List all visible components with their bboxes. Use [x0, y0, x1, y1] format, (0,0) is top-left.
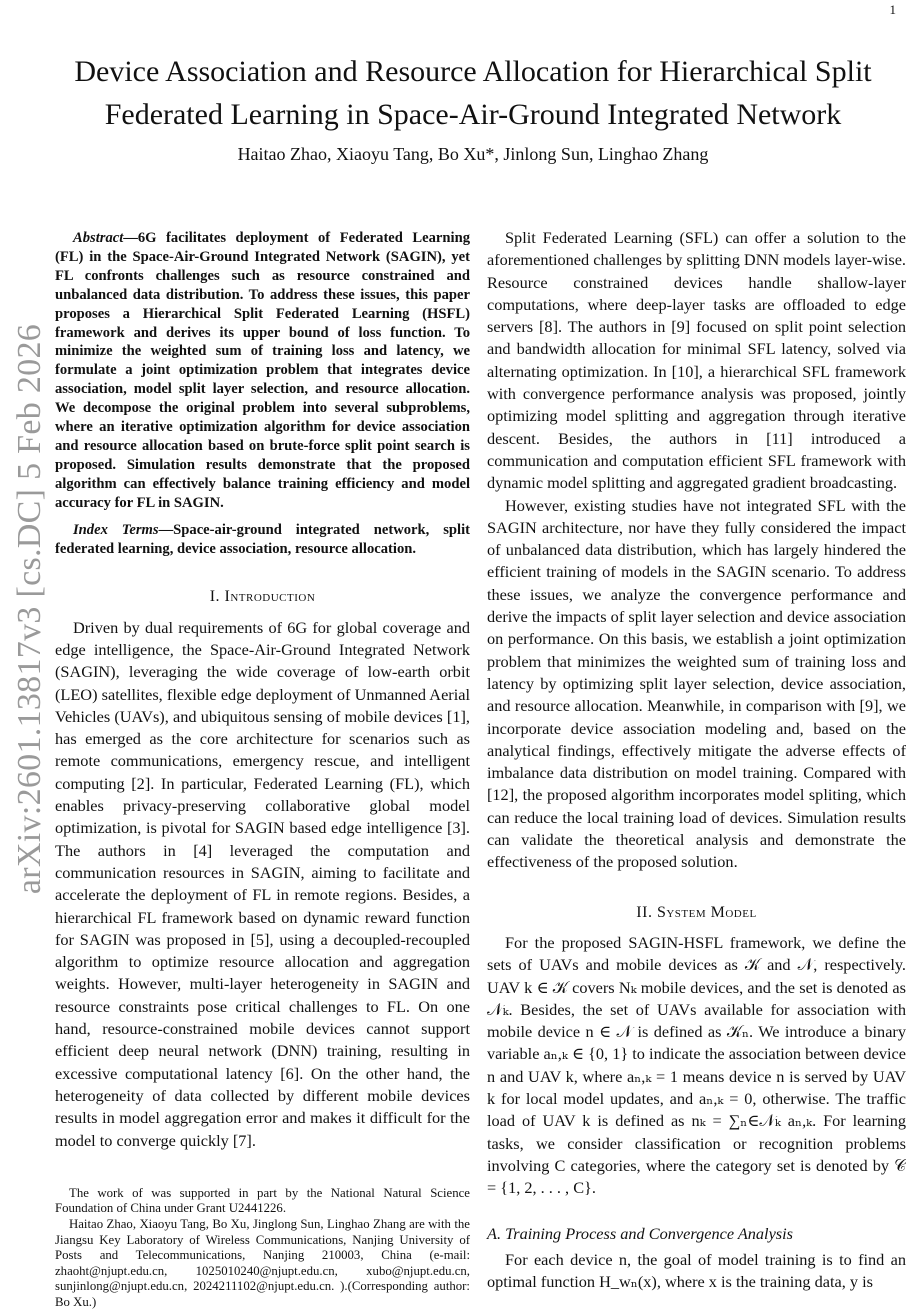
section-heading-introduction: I. Introduction: [209, 588, 316, 606]
index-terms: [55, 521, 470, 559]
footnote-affiliation: Haitao Zhao, Xiaoyu Tang, Bo Xu, Jinglong Sun, Linghao Zhang are with the Jiangsu Key Laboratory of Wireless Communications, Nanjing University of Posts and Telecommunications, Nanjing 210003, China (e-mail: zhaoht@njupt.edu.cn, 1025010240@njupt.edu.cn, xubo@njupt.edu.cn, sunjinlong@njupt.edu.cn, 2024211102@njupt.edu.cn. ).(Corresponding author: Bo Xu.): [55, 1217, 470, 1309]
title-line-1: Device Association and Resource Allocation for Hierarchical Split: [74, 55, 872, 88]
index-terms-label: Index Terms: [73, 521, 159, 538]
intro-paragraph-2: Split Federated Learning (SFL) can offer a solution to the aforementioned challenges by splitting DNN models layer-wise. Resource constrained devices handle shallow-layer computations, where deep-layer tasks are offloaded to edge servers [8]. The authors in [9] focused on split point selection and bandwidth allocation for minimal SFL latency, solved via alternating optimization. In [10], a hierarchical SFL framework with convergence performance analysis was proposed, jointly optimizing model splitting and aggregation through iterative descent. Besides, the authors in [11] introduced a communication and computation efficient SFL framework with dynamic model splitting and aggregated gradient broadcasting.: [487, 228, 906, 493]
page-number: 1: [889, 2, 896, 17]
section-heading-system-model: II. System Model: [636, 903, 757, 921]
author-list: Haitao Zhao, Xiaoyu Tang, Bo Xu*, Jinlong Sun, Linghao Zhang: [237, 144, 709, 164]
paper-title: [40, 50, 906, 136]
intro-paragraph-3: However, existing studies have not integrated SFL with the SAGIN architecture, nor have they fully considered the impact of unbalanced data distribution, which has largely hindered the efficient training of models in the SAGIN scenario. To address these issues, we analyze the convergence performance and derive the impacts of split layer selection and device association on performance. On this basis, we establish a joint optimization problem that minimizes the weighted sum of training loss and latency by optimizing split layer selection, device association, and resource allocation. Meanwhile, in comparison with [9], we incorporate device association modeling and, based on the analytical findings, effectively mitigate the adverse effects of imbalance data distribution on model training. Compared with [12], the proposed algorithm incorporates model spliting, which can reduce the local training load of devices. Simulation results can validate the theoretical analysis and demonstrate the effectiveness of the proposed solution.: [487, 495, 906, 872]
subsection-heading-training: A. Training Process and Convergence Analysis: [487, 1224, 793, 1244]
training-paragraph: For each device n, the goal of model training is to find an optimal function H_wₙ(x), where x is the training data, y is: [487, 1249, 906, 1292]
footnote-funding: The work of was supported in part by the National Natural Science Foundation of China under Grant U2441226.: [55, 1185, 470, 1216]
arxiv-watermark: arXiv:2601.13817v3 [cs.DC] 5 Feb 2026: [11, 323, 48, 895]
abstract-label: Abstract: [73, 230, 124, 246]
system-model-paragraph: For the proposed SAGIN-HSFL framework, we define the sets of UAVs and mobile devices as 𝒦 and 𝒩, respectively. UAV k ∈ 𝒦 covers Nₖ mobile devices, and the set is denoted as 𝒩ₖ. Besides, the set of UAVs available for association with mobile device n ∈ 𝒩 is defined as 𝒦ₙ. We introduce a binary variable aₙ,ₖ ∈ {0, 1} to indicate the association between device n and UAV k, where aₙ,ₖ = 1 means device n is served by UAV k for local model updates, and aₙ,ₖ = 0, otherwise. The traffic load of UAV k is defined as nₖ = ∑ₙ∈𝒩ₖ aₙ,ₖ. For learning tasks, we consider classification or recognition problems involving C categories, where the category set is denoted by 𝒞 = {1, 2, . . . , C}.: [487, 932, 906, 1198]
title-line-2: Federated Learning in Space-Air-Ground Integrated Network: [104, 98, 842, 131]
index-terms-text: —Space-air-ground integrated network, split federated learning, device association, resource allocation.: [55, 521, 470, 557]
intro-paragraph-1: Driven by dual requirements of 6G for global coverage and edge intelligence, the Space-Air-Ground Integrated Network (SAGIN), leveraging the wide coverage of low-earth orbit (LEO) satellites, flexible edge deployment of Unmanned Aerial Vehicles (UAVs), and ubiquitous sensing of mobile devices [1], has emerged as the core architecture for scenarios such as remote communications, emergency rescue, and intelligent computing [2]. In particular, Federated Learning (FL), which enables privacy-preserving collaborative global model optimization, is pivotal for SAGIN based edge intelligence [3]. The authors in [4] leveraged the computation and communication resources in SAGIN, aiming to facilitate and accelerate the deployment of FL in remote regions. Besides, a hierarchical FL framework based on dynamic reward function for SAGIN was proposed in [5], using a decoupled-recoupled algorithm to optimize resource allocation and aggregation weights. However, multi-layer heterogeneity in SAGIN and resource constraints pose critical challenges to FL. On one hand, resource-constrained mobile devices cannot support efficient deep neural network (DNN) training, resulting in excessive computational latency [6]. On the other hand, the heterogeneity of data collected by different mobile devices results in model aggregation error and makes it difficult for the model to converge quickly [7].: [55, 617, 470, 1150]
footnotes: [55, 1186, 470, 1311]
abstract: [55, 229, 470, 513]
abstract-text: —6G facilitates deployment of Federated Learning (FL) in the Space-Air-Ground Integrated Network (SAGIN), yet FL confronts challenges such as resource constrained and unbalanced data distribution. To address these issues, this paper proposes a Hierarchical Split Federated Learning (HSFL) framework and derives its upper bound of loss function. To minimize the weighted sum of training loss and latency, we formulate a joint optimization problem that integrates device association, model split layer selection, and resource allocation. We decompose the original problem into several subproblems, where an iterative optimization algorithm for device association and resource allocation based on brute-force split point search is proposed. Simulation results demonstrate that the proposed algorithm can effectively balance training efficiency and model accuracy for FL in SAGIN.: [55, 230, 470, 511]
left-column: [55, 229, 470, 1311]
right-column: [487, 227, 906, 1293]
